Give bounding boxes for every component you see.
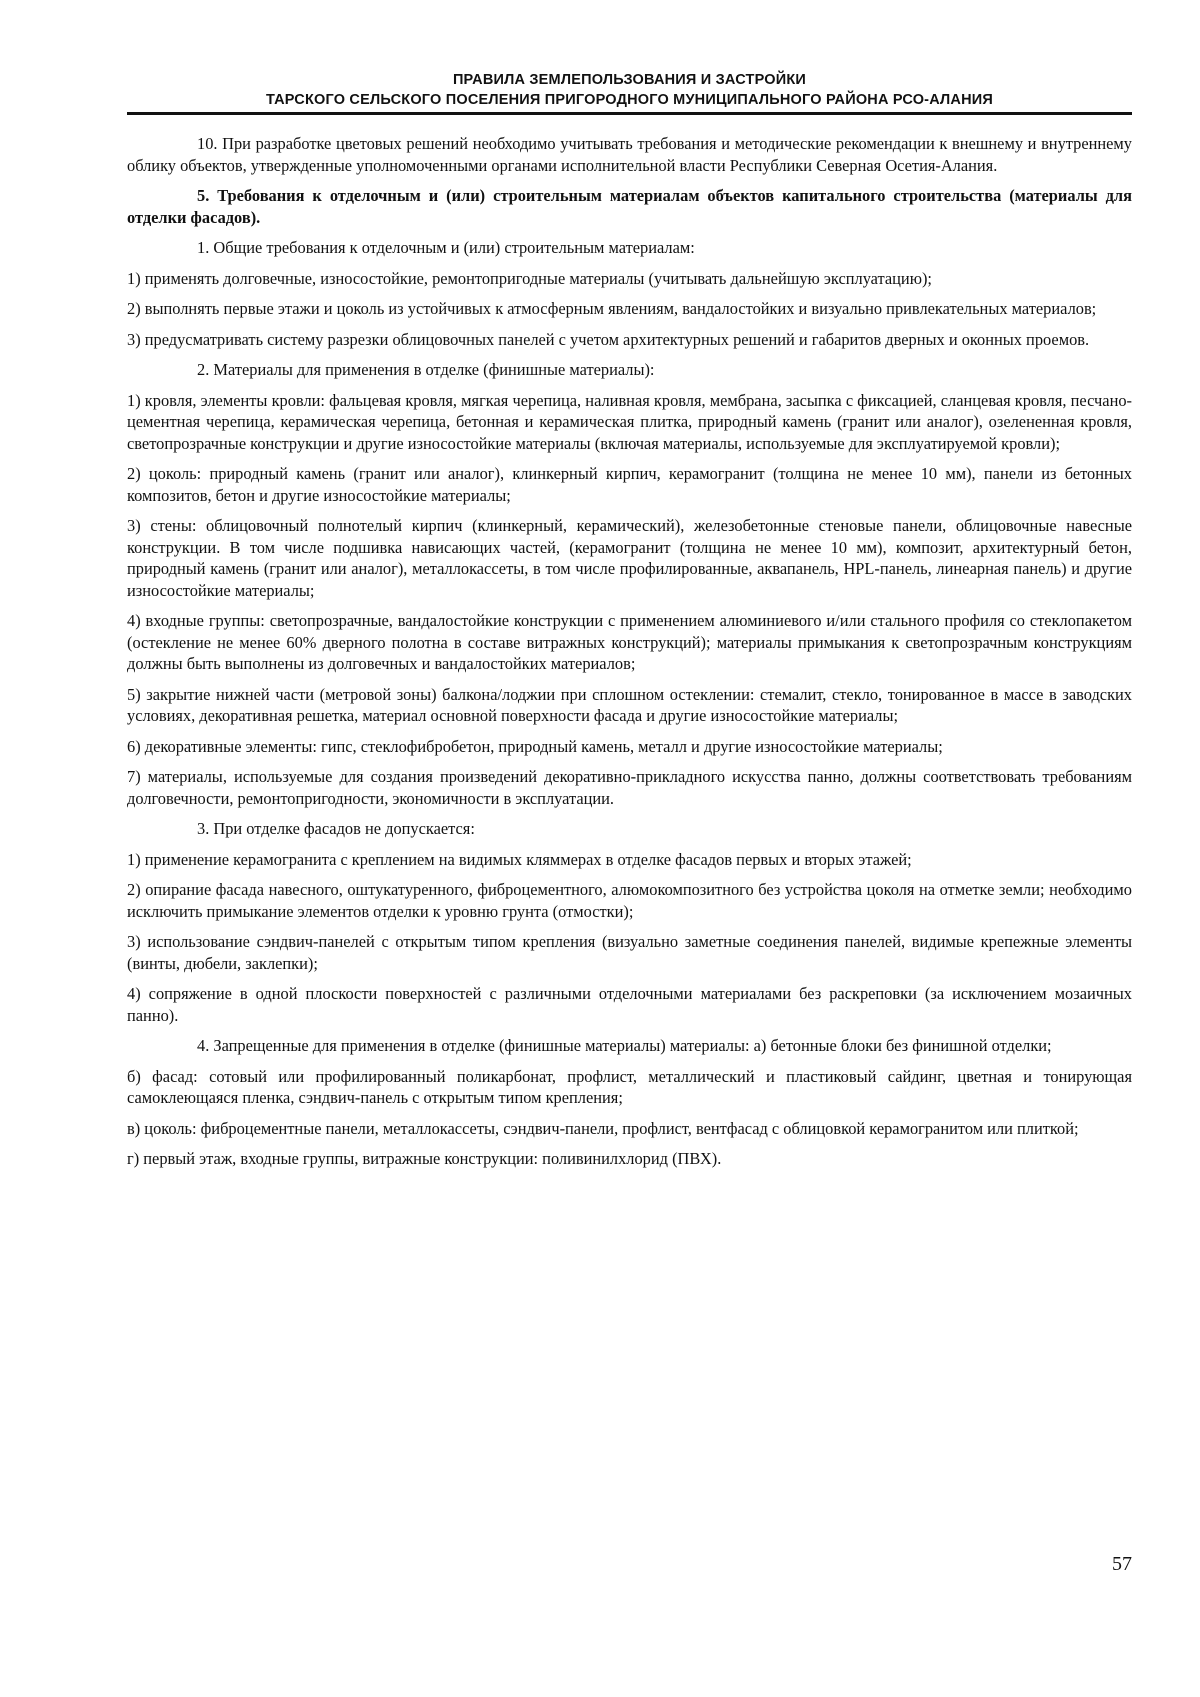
running-header [127, 70, 1132, 110]
subsection-1-heading: 1. Общие требования к отделочным и (или) строительным материалам: [197, 238, 695, 257]
list-item-1-2: 2) выполнять первые этажи и цоколь из устойчивых к атмосферным явлениям, вандалостойких и визуально привлекательных материалов; [127, 299, 1097, 318]
header-rule [127, 112, 1132, 115]
list-item-2-5: 5) закрытие нижней части (метровой зоны) балкона/лоджии при сплошном остеклении: стемалит, стекло, тонированное в массе в заводских условиях, декоративная решетка, материал основной поверхности фасада и другие износостойкие материалы; [127, 684, 1132, 725]
list-item-3-1: 1) применение керамогранита с креплением на видимых кляммерах в отделке фасадов первых и вторых этажей; [127, 849, 912, 869]
document-page [127, 70, 1132, 1179]
list-item-3-2: 2) опирание фасада навесного, оштукатуренного, фиброцементного, алюмокомпозитного без устройства цоколя на отметке земли; необходимо исключить примыкание элементов отделки к уровню грунта (отмостки); [127, 880, 1132, 921]
list-item-2-4: 4) входные группы: светопрозрачные, вандалостойкие конструкции с применением алюминиевого и/или стального профиля со стеклопакетом (остекление не менее 60% дверного полотна в составе витражных конструкций); материалы примыкания к светопрозрачным конструкциям должны быть выполнены из долговечных и вандалостойких материалов; [127, 611, 1132, 673]
subsection-4-heading: 4. Запрещенные для применения в отделке (финишные материалы) материалы: а) бетонные блоки без финишной отделки; [197, 1036, 1052, 1055]
section-heading-5: 5. Требования к отделочным и (или) строительным материалам объектов капитального строительства (материалы для отделки фасадов). [127, 186, 1132, 227]
list-item-1-3: 3) предусматривать систему разрезки облицовочных панелей с учетом архитектурных решений и габаритов дверных и оконных проемов. [127, 329, 1090, 349]
list-item-4-b: б) фасад: сотовый или профилированный поликарбонат, профлист, металлический и пластиковый сайдинг, цветная и тонирующая самоклеющаяся пленка, сэндвич-панель с открытым типом крепления; [127, 1066, 1132, 1107]
subsection-3-heading: 3. При отделке фасадов не допускается: [197, 819, 475, 838]
subsection-2-heading: 2. Материалы для применения в отделке (финишные материалы): [197, 360, 655, 379]
list-item-2-1: 1) кровля, элементы кровли: фальцевая кровля, мягкая черепица, наливная кровля, мембрана, засыпка с фиксацией, сланцевая кровля, песчано-цементная черепица, керамическая черепица, бетонная и керамическая плитка, природный камень (гранит или аналог), озелененная кровля, светопрозрачные конструкции и другие износостойкие материалы (включая материалы, используемые для эксплуатируемой кровли); [127, 390, 1132, 453]
page-number: 57 [1112, 1553, 1132, 1575]
header-line-1: ПРАВИЛА ЗЕМЛЕПОЛЬЗОВАНИЯ И ЗАСТРОЙКИ [452, 72, 807, 88]
list-item-3-3: 3) использование сэндвич-панелей с открытым типом крепления (визуально заметные соединения панелей, видимые крепежные элементы (винты, дюбели, заклепки); [127, 932, 1132, 973]
list-item-4-g: г) первый этаж, входные группы, витражные конструкции: поливинилхлорид (ПВХ). [127, 1149, 722, 1168]
list-item-3-4: 4) сопряжение в одной плоскости поверхностей с различными отделочными материалами без раскреповки (за исключением мозаичных панно). [127, 984, 1132, 1025]
list-item-2-7: 7) материалы, используемые для создания произведений декоративно-прикладного искусства панно, должны соответствовать требованиям долговечности, ремонтопригодности, экономичности в эксплуатации. [127, 767, 1132, 808]
list-item-2-2: 2) цоколь: природный камень (гранит или аналог), клинкерный кирпич, керамогранит (толщина не менее 10 мм), панели из бетонных композитов, бетон и другие износостойкие материалы; [127, 464, 1132, 505]
paragraph-10-color-solutions: 10. При разработке цветовых решений необходимо учитывать требования и методические рекомендации к внешнему и внутреннему облику объектов, утвержденные уполномоченными органами исполнительной власти Республики Северная Осетия-Алания. [127, 134, 1132, 175]
list-item-4-v: в) цоколь: фиброцементные панели, металлокассеты, сэндвич-панели, профлист, вентфасад с облицовкой керамогранитом или плиткой; [127, 1118, 1079, 1138]
list-item-1-1: 1) применять долговечные, износостойкие, ремонтопригодные материалы (учитывать дальнейшую эксплуатацию); [127, 268, 932, 288]
list-item-2-6: 6) декоративные элементы: гипс, стеклофибробетон, природный камень, металл и другие износостойкие материалы; [127, 736, 943, 756]
body-text [127, 133, 1132, 1170]
header-line-2: ТАРСКОГО СЕЛЬСКОГО ПОСЕЛЕНИЯ ПРИГОРОДНОГО МУНИЦИПАЛЬНОГО РАЙОНА РСО-АЛАНИЯ [265, 92, 994, 108]
list-item-2-3: 3) стены: облицовочный полнотелый кирпич (клинкерный, керамический), железобетонные стеновые панели, облицовочные навесные конструкции. В том числе подшивка нависающих частей, (керамогранит (толщина не менее 10 мм), композит, архитектурный бетон, природный камень (гранит или аналог), металлокассеты, в том числе профилированные, аквапанель, HPL-панель, линеарная панель) и другие износостойкие материалы; [127, 516, 1132, 600]
